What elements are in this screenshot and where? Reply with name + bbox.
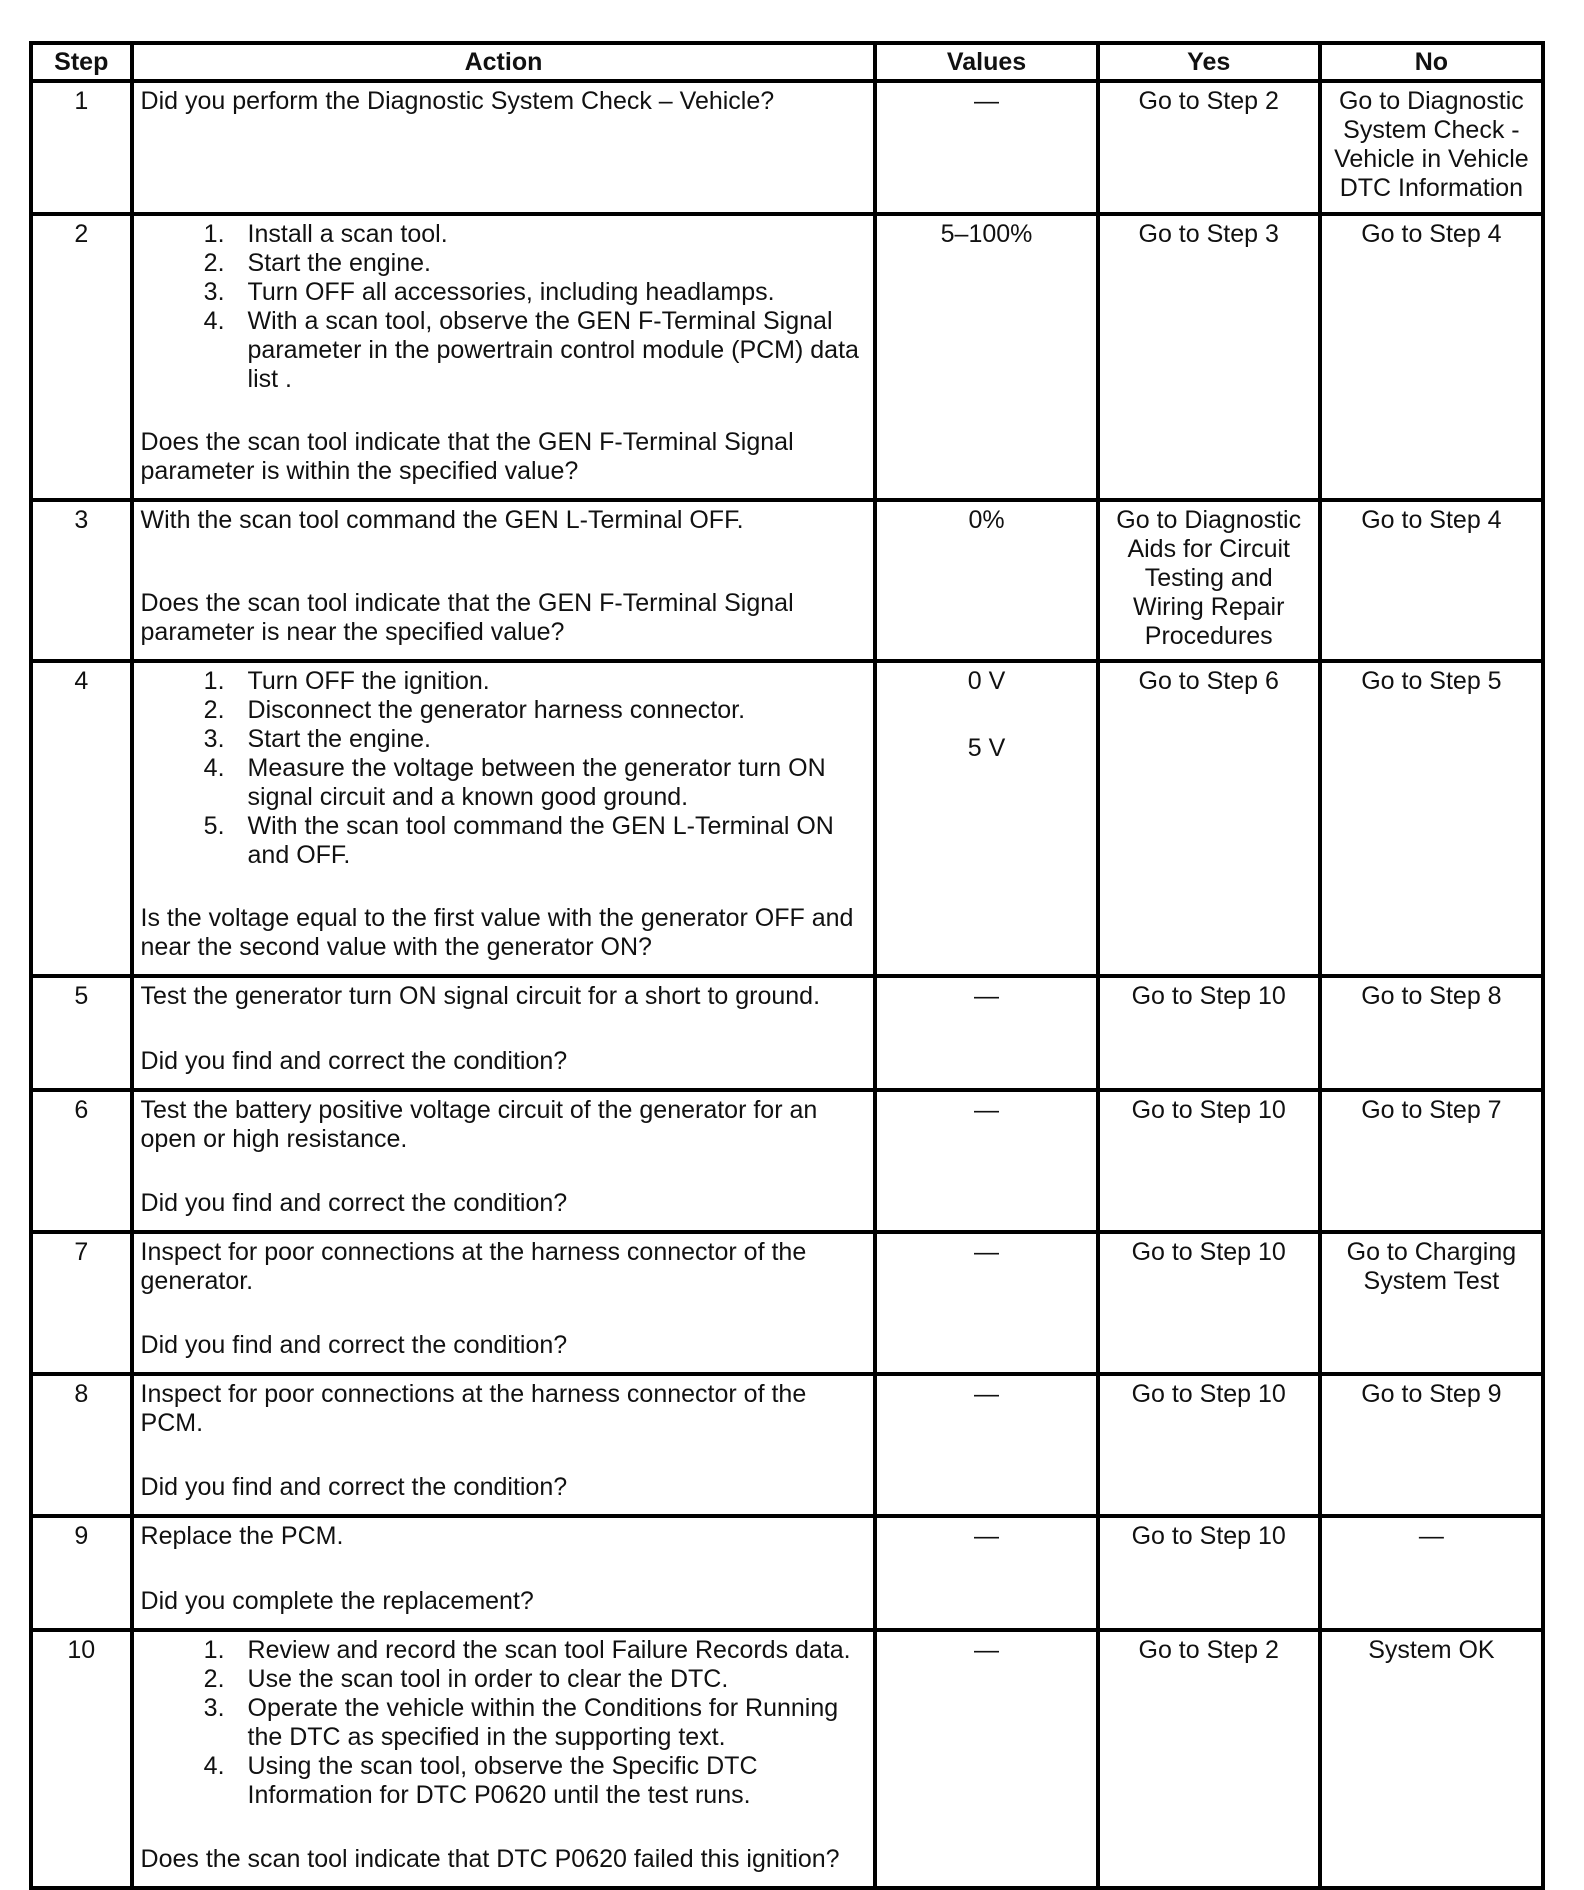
substep-item <box>141 1636 867 1665</box>
value-text: 0% <box>968 506 1005 534</box>
no-result: Go to Step 7 <box>1320 1090 1543 1232</box>
action-content <box>141 667 867 962</box>
table-row <box>31 1630 1543 1888</box>
yes-result: Go to Step 3 <box>1098 214 1320 500</box>
substep-item <box>141 1694 867 1752</box>
action-substeps <box>141 667 867 870</box>
action-question: Did you find and correct the condition? <box>140 1047 568 1075</box>
step-number: 6 <box>31 1090 132 1232</box>
no-result: Go to Step 4 <box>1320 500 1543 661</box>
substep-item <box>141 754 867 812</box>
step-number: 1 <box>31 81 132 214</box>
table-row <box>31 81 1543 214</box>
action-content <box>141 1096 867 1218</box>
value-text: 0 V <box>967 667 1006 695</box>
value-text: — <box>974 1096 1000 1124</box>
substep-text: Start the engine. <box>247 249 431 277</box>
action-question: Does the scan tool indicate that DTC P0620 failed this ignition? <box>140 1845 840 1873</box>
substep-item <box>141 667 867 696</box>
values-cell <box>875 1630 1097 1888</box>
step-number: 8 <box>31 1374 132 1516</box>
action-cell <box>132 1630 876 1888</box>
no-result: Go to Step 5 <box>1320 661 1543 976</box>
step-number: 10 <box>31 1630 132 1888</box>
value-text: 5 V <box>967 734 1006 762</box>
values-cell <box>875 661 1097 976</box>
substep-number: 4. <box>203 307 225 335</box>
substep-item <box>141 1665 867 1694</box>
step-number: 9 <box>31 1516 132 1630</box>
action-cell <box>132 214 876 500</box>
action-intro: Replace the PCM. <box>140 1522 344 1550</box>
table-row <box>31 1374 1543 1516</box>
action-intro: Test the generator turn ON signal circuit for a short to ground. <box>140 982 821 1010</box>
values-spacer <box>884 696 1088 734</box>
table-row <box>31 1516 1543 1630</box>
substep-item <box>141 249 867 278</box>
action-intro: Inspect for poor connections at the harness connector of the generator. <box>140 1238 814 1295</box>
action-content <box>141 1238 867 1360</box>
substep-item <box>141 1752 867 1810</box>
action-question: Did you find and correct the condition? <box>140 1331 568 1359</box>
table-row <box>31 214 1543 500</box>
values-cell <box>875 214 1097 500</box>
step-number: 4 <box>31 661 132 976</box>
action-content <box>141 1380 867 1502</box>
substep-text: Disconnect the generator harness connector. <box>247 696 746 724</box>
substep-item <box>141 725 867 754</box>
substep-number: 3. <box>203 278 225 306</box>
substep-number: 3. <box>203 725 225 753</box>
yes-result: Go to Step 2 <box>1098 1630 1320 1888</box>
substep-text: Start the engine. <box>247 725 431 753</box>
action-substeps <box>141 220 867 394</box>
action-content <box>141 220 867 486</box>
substep-text: Using the scan tool, observe the Specific DTC Information for DTC P0620 until the test runs. <box>247 1752 758 1809</box>
yes-result: Go to Step 10 <box>1098 1090 1320 1232</box>
no-result: Go to Step 4 <box>1320 214 1543 500</box>
values-cell <box>875 81 1097 214</box>
substep-number: 4. <box>203 754 225 782</box>
substep-number: 1. <box>203 667 225 695</box>
action-cell <box>132 81 876 214</box>
action-content <box>141 982 867 1076</box>
substep-item <box>141 812 867 870</box>
value-text: — <box>974 1522 1000 1550</box>
substep-number: 4. <box>203 1752 225 1780</box>
substep-text: Turn OFF the ignition. <box>247 667 490 695</box>
action-intro: With the scan tool command the GEN L-Terminal OFF. <box>140 506 744 534</box>
substep-number: 1. <box>203 220 225 248</box>
substep-text: With a scan tool, observe the GEN F-Terminal Signal parameter in the powertrain control module (PCM) data list . <box>247 307 859 393</box>
action-question: Did you complete the replacement? <box>140 1587 534 1615</box>
substep-text: With the scan tool command the GEN L-Terminal ON and OFF. <box>247 812 834 869</box>
substep-number: 2. <box>203 696 225 724</box>
substep-text: Use the scan tool in order to clear the DTC. <box>247 1665 729 1693</box>
header-step: Step <box>31 43 132 81</box>
substep-item <box>141 278 867 307</box>
action-cell <box>132 976 876 1090</box>
diagnostic-table <box>29 41 1545 1890</box>
values-cell <box>875 1232 1097 1374</box>
yes-result: Go to Step 10 <box>1098 1516 1320 1630</box>
substep-text: Turn OFF all accessories, including headlamps. <box>247 278 775 306</box>
value-text: — <box>974 1636 1000 1664</box>
action-cell <box>132 500 876 661</box>
substep-number: 2. <box>203 249 225 277</box>
action-cell <box>132 661 876 976</box>
step-number: 5 <box>31 976 132 1090</box>
value-text: — <box>974 1380 1000 1408</box>
step-number: 3 <box>31 500 132 661</box>
table-row <box>31 661 1543 976</box>
substep-item <box>141 307 867 394</box>
no-result: Go to Step 8 <box>1320 976 1543 1090</box>
values-cell <box>875 1516 1097 1630</box>
action-content <box>141 87 867 200</box>
action-content <box>141 1636 867 1874</box>
table-row <box>31 1090 1543 1232</box>
step-number: 7 <box>31 1232 132 1374</box>
action-cell <box>132 1232 876 1374</box>
values-cell <box>875 976 1097 1090</box>
action-question: Did you find and correct the condition? <box>140 1473 568 1501</box>
values-cell <box>875 1090 1097 1232</box>
table-row <box>31 500 1543 661</box>
action-question: Does the scan tool indicate that the GEN F-Terminal Signal parameter is within the specified value? <box>140 428 794 485</box>
no-result: — <box>1320 1516 1543 1630</box>
substep-text: Install a scan tool. <box>247 220 448 248</box>
substep-text: Review and record the scan tool Failure Records data. <box>247 1636 851 1664</box>
no-result: Go to Step 9 <box>1320 1374 1543 1516</box>
step-number: 2 <box>31 214 132 500</box>
action-content <box>141 1522 867 1616</box>
action-question: Is the voltage equal to the first value with the generator OFF and near the second value with the generator ON? <box>140 904 854 961</box>
substep-text: Measure the voltage between the generator turn ON signal circuit and a known good ground. <box>247 754 826 811</box>
substep-number: 1. <box>203 1636 225 1664</box>
action-substeps <box>141 1636 867 1810</box>
yes-result: Go to Step 6 <box>1098 661 1320 976</box>
header-action: Action <box>132 43 876 81</box>
action-intro: Inspect for poor connections at the harness connector of the PCM. <box>140 1380 814 1437</box>
action-question: Does the scan tool indicate that the GEN F-Terminal Signal parameter is near the specified value? <box>140 589 794 646</box>
yes-result: Go to Step 10 <box>1098 1374 1320 1516</box>
substep-number: 3. <box>203 1694 225 1722</box>
action-intro: Did you perform the Diagnostic System Check – Vehicle? <box>140 87 775 115</box>
values-cell <box>875 1374 1097 1516</box>
substep-number: 2. <box>203 1665 225 1693</box>
no-result: Go to Charging System Test <box>1320 1232 1543 1374</box>
value-text: — <box>974 982 1000 1010</box>
header-yes: Yes <box>1098 43 1320 81</box>
values-cell <box>875 500 1097 661</box>
action-content <box>141 506 867 647</box>
action-intro: Test the battery positive voltage circuit of the generator for an open or high resistance. <box>140 1096 825 1153</box>
header-values: Values <box>875 43 1097 81</box>
header-no: No <box>1320 43 1543 81</box>
value-text: — <box>974 1238 1000 1266</box>
substep-text: Operate the vehicle within the Conditions for Running the DTC as specified in the supporting text. <box>247 1694 839 1751</box>
action-cell <box>132 1516 876 1630</box>
value-text: — <box>974 87 1000 115</box>
header-row <box>31 43 1543 81</box>
substep-number: 5. <box>203 812 225 840</box>
substep-item <box>141 696 867 725</box>
no-result: Go to Diagnostic System Check - Vehicle in Vehicle DTC Information <box>1320 81 1543 214</box>
no-result: System OK <box>1320 1630 1543 1888</box>
value-text: 5–100% <box>940 220 1033 248</box>
table-row <box>31 976 1543 1090</box>
substep-item <box>141 220 867 249</box>
yes-result: Go to Step 10 <box>1098 1232 1320 1374</box>
action-cell <box>132 1374 876 1516</box>
action-question: Did you find and correct the condition? <box>140 1189 568 1217</box>
yes-result: Go to Step 2 <box>1098 81 1320 214</box>
yes-result: Go to Step 10 <box>1098 976 1320 1090</box>
action-cell <box>132 1090 876 1232</box>
table-row <box>31 1232 1543 1374</box>
yes-result: Go to Diagnostic Aids for Circuit Testing and Wiring Repair Procedures <box>1098 500 1320 661</box>
